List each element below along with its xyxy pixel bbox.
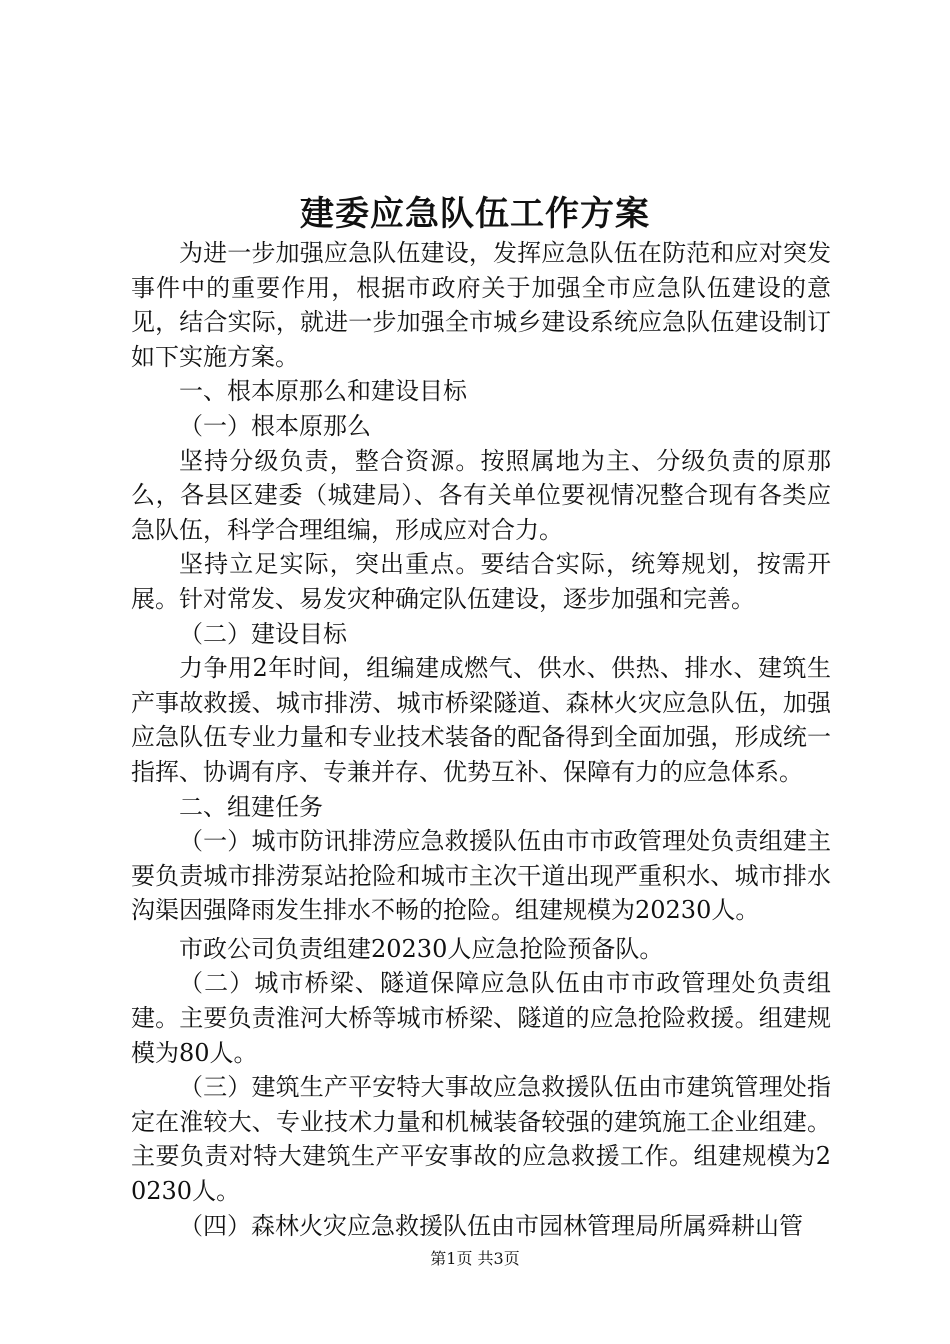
paragraph: （一）城市防讯排涝应急救援队伍由市市政管理处负责组建主要负责城市排涝泵站抢险和城市主次干道出现严重积水、城市排水沟渠因强降雨发生排水不畅的抢险。组建规模为20230人。 — [131, 827, 831, 925]
paragraph: 市政公司负责组建20230人应急抢险预备队。 — [179, 934, 664, 963]
document-body — [131, 236, 831, 1243]
paragraph: 坚持分级负责，整合资源。按照属地为主、分级负责的原那么，各县区建委（城建局）、各有关单位要视情况整合现有各类应急队伍，科学合理组编，形成应对合力。 — [131, 446, 831, 544]
subsection-heading: （二）建设目标 — [179, 619, 347, 648]
section-heading: 一、根本原那么和建设目标 — [179, 377, 467, 406]
paragraph: （二）城市桥梁、隧道保障应急队伍由市市政管理处负责组建。主要负责淮河大桥等城市桥梁、隧道的应急抢险救援。组建规模为80人。 — [131, 969, 831, 1067]
page-footer: 第1页 共3页 — [430, 1249, 520, 1268]
document-title: 建委应急队伍工作方案 — [300, 194, 650, 234]
paragraph: 力争用2年时间，组编建成燃气、供水、供热、排水、建筑生产事故救援、城市排涝、城市桥梁隧道、森林火灾应急队伍，加强应急队伍专业力量和专业技术装备的配备得到全面加强，形成统一指挥、协调有序、专兼并存、优势互补、保障有力的应急体系。 — [131, 654, 831, 786]
subsection-heading: （一）根本原那么 — [179, 411, 371, 440]
paragraph: （四）森林火灾应急救援队伍由市园林管理局所属舜耕山管 — [179, 1211, 803, 1240]
paragraph: （三）建筑生产平安特大事故应急救援队伍由市建筑管理处指定在淮较大、专业技术力量和机械装备较强的建筑施工企业组建。主要负责对特大建筑生产平安事故的应急救援工作。组建规模为20230人。 — [131, 1073, 831, 1206]
paragraph: 为进一步加强应急队伍建设，发挥应急队伍在防范和应对突发事件中的重要作用，根据市政府关于加强全市应急队伍建设的意见，结合实际，就进一步加强全市城乡建设系统应急队伍建设制订如下实施方案。 — [131, 239, 831, 371]
section-heading: 二、组建任务 — [179, 792, 323, 821]
paragraph: 坚持立足实际，突出重点。要结合实际，统筹规划，按需开展。针对常发、易发灾种确定队伍建设，逐步加强和完善。 — [131, 550, 831, 613]
